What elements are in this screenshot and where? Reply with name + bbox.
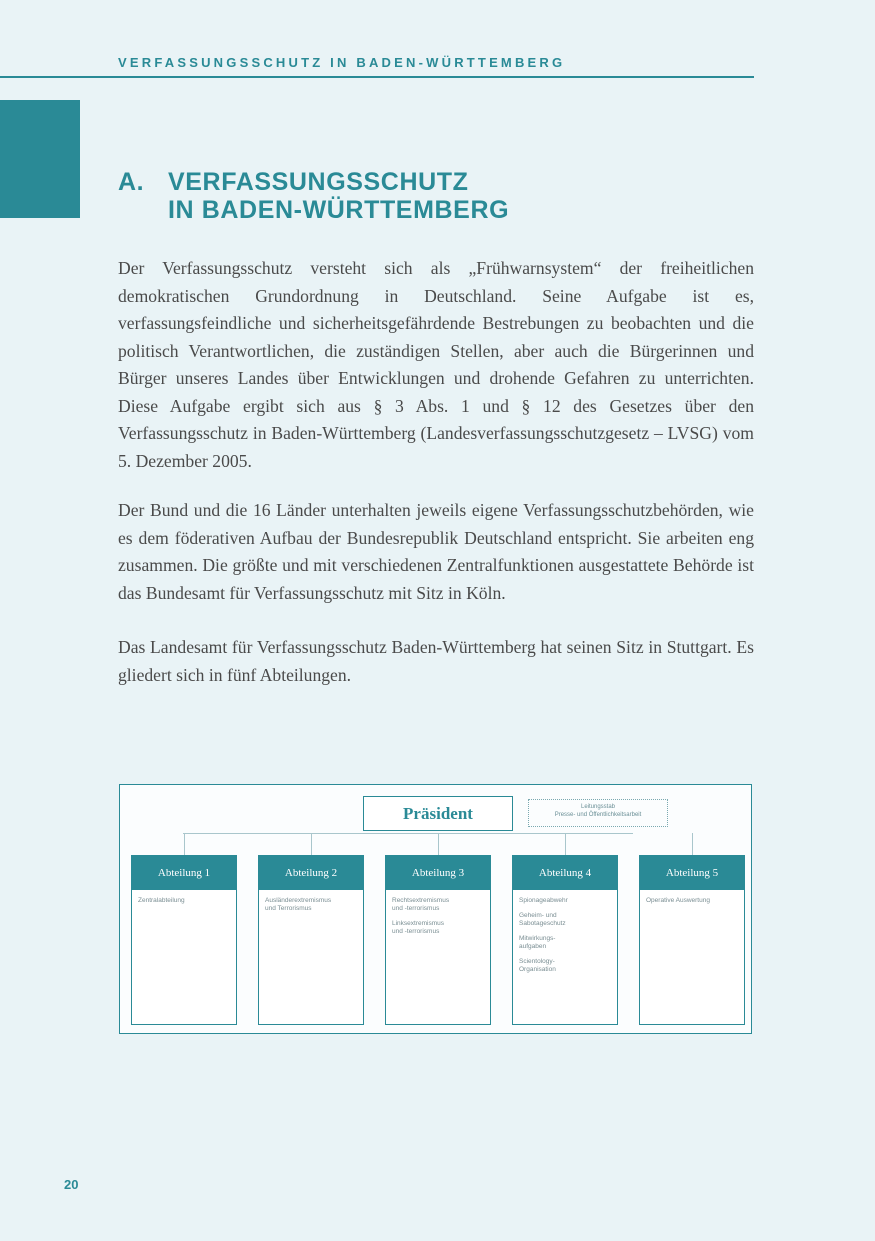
body-paragraph: Das Landesamt für Verfassungsschutz Baden-Württemberg hat seinen Sitz in Stuttgart. Es gliedert sich in fünf Abteilungen.	[118, 637, 754, 685]
body-paragraph: Der Bund und die 16 Länder unterhalten jeweils eigene Verfassungsschutzbehörden, wie es dem föderativen Aufbau der Bundesrepublik Deutschland entspricht. Sie arbeiten eng zusammen. Die größte und mit verschiedenen Zentralfunktionen ausgestattete Behörde ist das Bundesamt für Verfassungsschutz mit Sitz in Köln.	[118, 500, 754, 603]
connector-line	[692, 833, 693, 855]
president-staff-note: Leitungsstab Presse- und Öffentlichkeitsarbeit	[528, 799, 668, 827]
section-number: A.	[118, 168, 145, 196]
department-item: Rechtsextremismus und -terrorismus	[392, 897, 450, 912]
department-item: Spionageabwehr	[519, 897, 568, 904]
org-chart	[119, 784, 752, 1034]
department-item: Mitwirkungs- aufgaben	[519, 935, 556, 950]
department-box	[639, 855, 745, 1025]
section-title-line1: VERFASSUNGSSCHUTZ	[168, 168, 469, 196]
department-items	[386, 890, 490, 950]
department-name: Abteilung 2	[259, 856, 363, 890]
department-item: Ausländerextremismus und Terrorismus	[265, 897, 332, 912]
department-items	[640, 890, 744, 919]
department-name: Abteilung 1	[132, 856, 236, 890]
section-title	[118, 168, 509, 224]
department-item: Operative Auswertung	[646, 897, 710, 904]
section-title-line2: IN BADEN-WÜRTTEMBERG	[168, 196, 510, 224]
department-box	[512, 855, 618, 1025]
department-items	[132, 890, 236, 919]
connector-line	[565, 833, 566, 855]
department-name: Abteilung 3	[386, 856, 490, 890]
department-name: Abteilung 4	[513, 856, 617, 890]
president-box: Präsident	[363, 796, 513, 831]
department-box	[258, 855, 364, 1025]
department-item: Geheim- und Sabotageschutz	[519, 912, 566, 927]
department-item: Zentralabteilung	[138, 897, 185, 904]
running-header: VERFASSUNGSSCHUTZ IN BADEN-WÜRTTEMBERG	[118, 55, 566, 70]
chapter-marker	[0, 100, 80, 218]
department-items	[513, 890, 617, 988]
department-item: Linksextremismus und -terrorismus	[392, 920, 445, 935]
department-box	[385, 855, 491, 1025]
department-name: Abteilung 5	[640, 856, 744, 890]
department-items	[259, 890, 363, 927]
department-item: Scientology- Organisation	[519, 958, 556, 973]
page-number: 20	[64, 1177, 79, 1192]
connector-line	[184, 833, 185, 855]
header-divider	[0, 76, 754, 78]
connector-line	[438, 833, 439, 855]
department-box	[131, 855, 237, 1025]
connector-line	[311, 833, 312, 855]
body-paragraph: Der Verfassungsschutz versteht sich als „Frühwarnsystem“ der freiheitlichen demokratischen Grundordnung in Deutschland. Seine Aufgabe ist es, verfassungsfeindliche und sicherheitsgefährdende Bestrebungen zu beobachten und die politisch Verantwortlichen, die zuständigen Stellen, aber auch die Bürgerinnen und Bürger unseres Landes über Entwicklungen und drohende Gefahren zu unterrichten. Diese Aufgabe ergibt sich aus § 3 Abs. 1 und § 12 des Gesetzes über den Verfassungsschutz in Baden-Württemberg (Landesverfassungsschutzgesetz – LVSG) vom 5. Dezember 2005.	[118, 258, 754, 471]
